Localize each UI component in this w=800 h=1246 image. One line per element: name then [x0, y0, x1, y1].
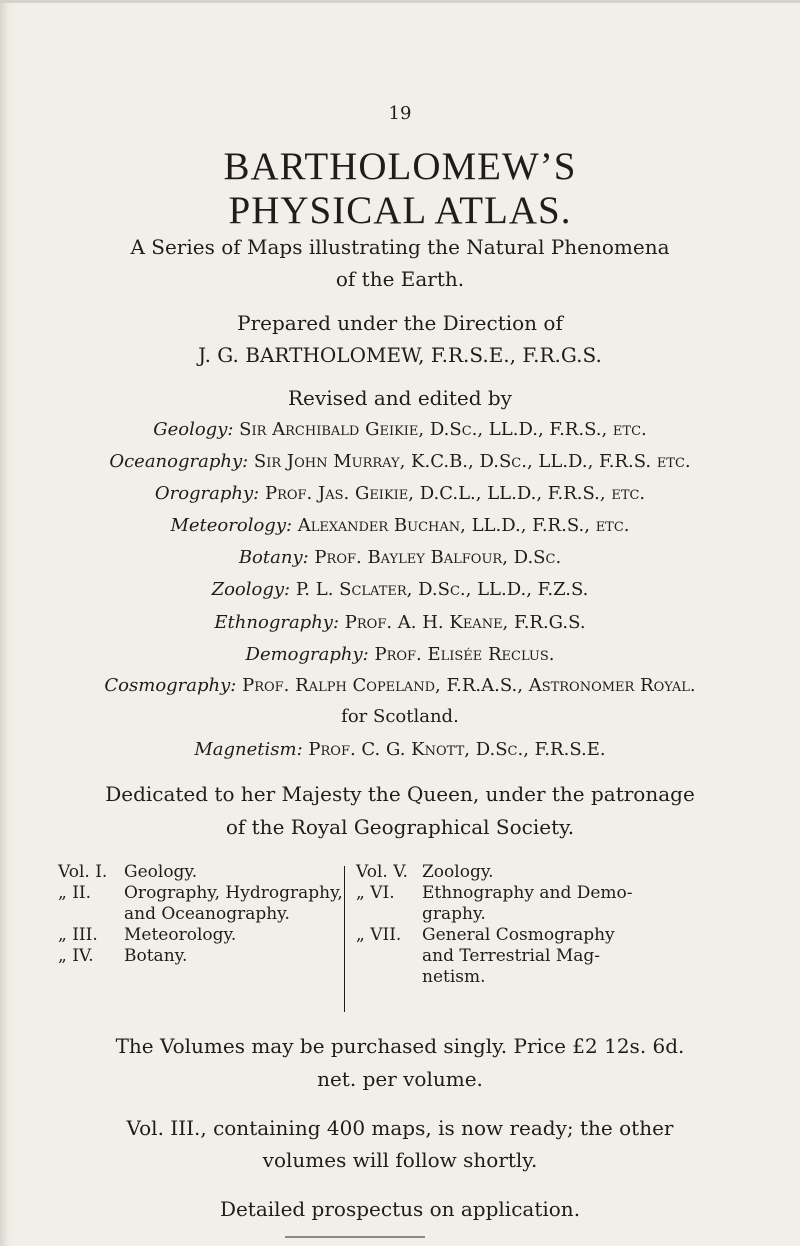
prepared-line-1: Prepared under the Direction of: [237, 311, 563, 335]
subtitle-line-1: A Series of Maps illustrating the Natural Phenomena: [130, 235, 670, 259]
volume-entry: „ VII. General Cosmography and Terrestrial Mag- netism.: [356, 925, 615, 987]
dedication-line-2: of the Royal Geographical Society.: [225, 815, 575, 839]
volume-entry: „ VI. Ethnography and Demo- graphy.: [356, 883, 633, 924]
volume-entry: „ II. Orography, Hydrography, and Oceanography.: [58, 883, 343, 924]
prospectus-note: Detailed prospectus on application.: [219, 1197, 581, 1221]
editor-line: Demography: Prof. Elisée Reclus.: [245, 644, 555, 665]
editor-line: Cosmography: Prof. Ralph Copeland, F.R.A.S., Astronomer Royal.: [104, 675, 696, 696]
volumes-list-left: [58, 862, 348, 967]
editor-line: Ethnography: Prof. A. H. Keane, F.R.G.S.: [214, 612, 586, 633]
volume-entry: Vol. V. Zoology.: [356, 862, 494, 882]
volumes-list-right: [356, 862, 746, 988]
subtitle-line-2: of the Earth.: [335, 267, 465, 291]
editor-line: Orography: Prof. Jas. Geikie, D.C.L., LL.D., F.R.S., etc.: [154, 483, 646, 504]
closing-rule: [285, 1236, 425, 1238]
volume-entry: Vol. I. Geology.: [58, 862, 198, 882]
page-top-edge: [0, 0, 800, 3]
prepared-line-2: J. G. BARTHOLOMEW, F.R.S.E., F.R.G.S.: [198, 343, 602, 367]
price-line-1: The Volumes may be purchased singly. Price £2 12s. 6d.: [115, 1034, 685, 1058]
page-number: 19: [388, 103, 412, 124]
editor-line: Magnetism: Prof. C. G. Knott, D.Sc., F.R.S.E.: [194, 739, 606, 760]
availability-line-1: Vol. III., containing 400 maps, is now ready; the other: [126, 1116, 674, 1140]
column-divider: [344, 866, 345, 1012]
availability-line-2: volumes will follow shortly.: [262, 1148, 538, 1172]
revised-heading: Revised and edited by: [288, 386, 512, 410]
editor-line: Oceanography: Sir John Murray, K.C.B., D.Sc., LL.D., F.R.S. etc.: [109, 451, 691, 472]
editor-line: Botany: Prof. Bayley Balfour, D.Sc.: [238, 547, 562, 568]
editor-line: Geology: Sir Archibald Geikie, D.Sc., LL.D., F.R.S., etc.: [153, 419, 647, 440]
editor-line: Meteorology: Alexander Buchan, LL.D., F.R.S., etc.: [170, 515, 630, 536]
title-line-1: BARTHOLOMEW’S: [223, 145, 577, 188]
price-line-2: net. per volume.: [317, 1067, 483, 1091]
editor-line-continuation: for Scotland.: [341, 706, 459, 727]
volume-entry: „ III. Meteorology.: [58, 925, 237, 945]
title-line-2: PHYSICAL ATLAS.: [228, 189, 572, 232]
volume-entry: „ IV. Botany.: [58, 946, 188, 966]
editor-line: Zoology: P. L. Sclater, D.Sc., LL.D., F.Z.S.: [211, 579, 589, 600]
dedication-line-1: Dedicated to her Majesty the Queen, under the patronage: [105, 782, 695, 806]
